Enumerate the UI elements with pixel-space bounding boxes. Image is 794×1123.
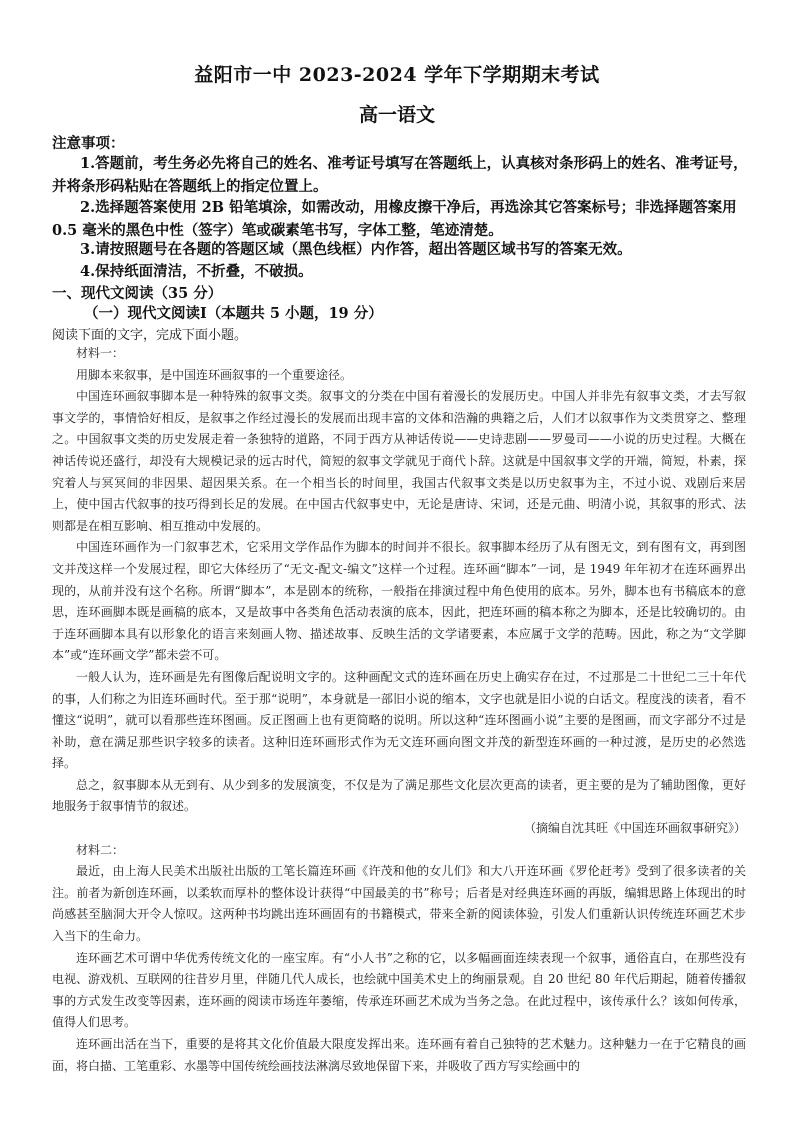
exam-subtitle: 高一语文: [358, 104, 435, 126]
notice-item-1: 1.答题前，考生务必先将自己的姓名、准考证号填写在答题纸上，认真核对条形码上的姓名、准考证号，并将条形码粘贴在答题纸上的指定位置上。: [52, 155, 748, 195]
paragraph: 用脚本来叙事，是中国连环画叙事的一个重要途径。: [76, 367, 353, 382]
reading-passage: [52, 343, 746, 1077]
paragraph: 连环画艺术可谓中华优秀传统文化的一座宝库。有“小人书”之称的它，以多幅画面连续表现一个叙事，通俗直白，在那些没有电视、游戏机、互联网的往昔岁月里，伴随几代人成长，也绘就中国美术史上的绚丽景观。自 20 世纪 80 年代后期起，随着传播叙事的方式发生改变等因素，连环画的阅读市场连年萎缩，传承连环画艺术成为当务之急。在此过程中，该传承什么？该如何传承，值得人们思考。: [52, 950, 746, 1030]
notice-title: 注意事项：: [52, 135, 125, 152]
paragraph: 一般人认为，连环画是先有图像后配说明文字的。这种画配文式的连环画在历史上确实存在过，不过那是二十世纪二三十年代的事，人们称之为旧连环画时代。至于那“说明”，本身就是一部旧小说的缩本，文字也就是旧小说的白话文。程度浅的读者，看不懂这“说明”，就可以看那些连环图画。反正图画上也有更简略的说明。所以这种“连环图画小说”主要的是图画，而文字部分不过是补助，意在满足那些识字较多的读者。这种旧连环画形式作为无文连环画向图文并茂的新型连环画的一种过渡，是历史的必然选择。: [52, 669, 746, 771]
paragraph: 最近，由上海人民美术出版社出版的工笔长篇连环画《许茂和他的女儿们》和大八开连环画《罗伦赶考》受到了很多读者的关注。前者为新创连环画，以柔软而厚朴的整体设计获得“中国最美的书”称号；后者是对经典连环画的再版，编辑思路上体现出的时尚感甚至脑洞大开令人惊叹。这两种书均跳出连环画固有的书籍模式，带来全新的阅读体验，引发人们重新认识传统连环画艺术步入当下的生命力。: [52, 864, 746, 944]
paragraph: 总之，叙事脚本从无到有、从少到多的发展演变，不仅是为了满足那些文化层次更高的读者，更主要的是为了辅助图像，更好地服务于叙事情节的叙述。: [52, 777, 746, 814]
paragraph: 连环画出活在当下，重要的是将其文化价值最大限度发挥出来。连环画有着自己独特的艺术魅力。这种魅力一在于它精良的画面，将白描、工笔重彩、水墨等中国传统绘画技法淋漓尽致地保留下来，并吸收了西方写实绘画中的: [52, 1037, 746, 1073]
section-heading: 一、现代文阅读（35 分）: [52, 285, 223, 302]
material-label: 材料一：: [76, 346, 125, 360]
subsection-heading: （一）现代文阅读Ⅰ（本题共 5 小题，19 分）: [84, 305, 383, 322]
material-label: 材料二：: [76, 842, 125, 857]
notice-item-2: 2.选择题答案使用 2B 铅笔填涂，如需改动，用橡皮擦干净后，再选涂其它答案标号；非选择题答案用 0.5 毫米的黑色中性（签字）笔或碳素笔书写，字体工整，笔迹清楚。: [52, 199, 737, 239]
notice-item-3: 3.请按照题号在各题的答题区域（黑色线框）内作答，超出答题区域书写的答案无效。: [80, 241, 632, 258]
reading-instruction: 阅读下面的文字，完成下面小题。: [52, 328, 248, 343]
citation: （摘编自沈其旺《中国连环画叙事研究》）: [523, 821, 746, 836]
exam-title: 益阳市一中 2023-2024 学年下学期期末考试: [194, 64, 600, 86]
notice-item-4: 4.保持纸面清洁，不折叠，不破损。: [80, 263, 313, 280]
paragraph: 中国连环画作为一门叙事艺术，它采用文学作品作为脚本的时间并不很长。叙事脚本经历了从有图无文，到有图有文，再到图文并茂这样一个发展过程，即它大体经历了“无文-配文-编文”这样一个过程。连环画“脚本”一词，是 1949 年年初才在连环画界出现的，从前并没有这个名称。所谓“脚本”，本是剧本的统称，一般指在排演过程中角色使用的底本。另外，脚本也有书稿底本的意思，连环画脚本既是画稿的底本，又是故事中各类角色活动表演的底本，因此，把连环画的稿本称之为脚本，还是比较确切的。由于连环画脚本具有以形象化的语言来刻画人物、描述故事、反映生活的文学诸要素，本应属于文学的范畴。因此，称之为“文学脚本”或“连环画文学”都未尝不可。: [52, 540, 746, 663]
paragraph: 中国连环画叙事脚本是一种特殊的叙事文类。叙事文的分类在中国有着漫长的发展历史。中国人并非先有叙事文类，才去写叙事文学的，事情恰好相反，是叙事之作经过漫长的发展而出现丰富的文体和浩瀚的典籍之后，人们才以叙事作为文类贯穿之、整理之。中国叙事文类的历史发展走着一条独特的道路，不同于西方从神话传说——史诗悲剧——罗曼司——小说的历史过程。大概在神话传说还盛行，却没有大规模记录的远古时代，简短的叙事文学就见于商代卜辞。这就是中国叙事文学的开端，简短，朴素，探究着人与冥冥间的非因果、超因果关系。在一个相当长的时间里，我国古代叙事文类是以历史叙事为主，不过小说、戏剧后来居上，使中国古代叙事的技巧得到长足的发展。在中国古代叙事史中，无论是唐诗、宋词，还是元曲、明清小说，其叙事的形式、法则都是在相互影响、相互推动中发展的。: [52, 389, 746, 533]
